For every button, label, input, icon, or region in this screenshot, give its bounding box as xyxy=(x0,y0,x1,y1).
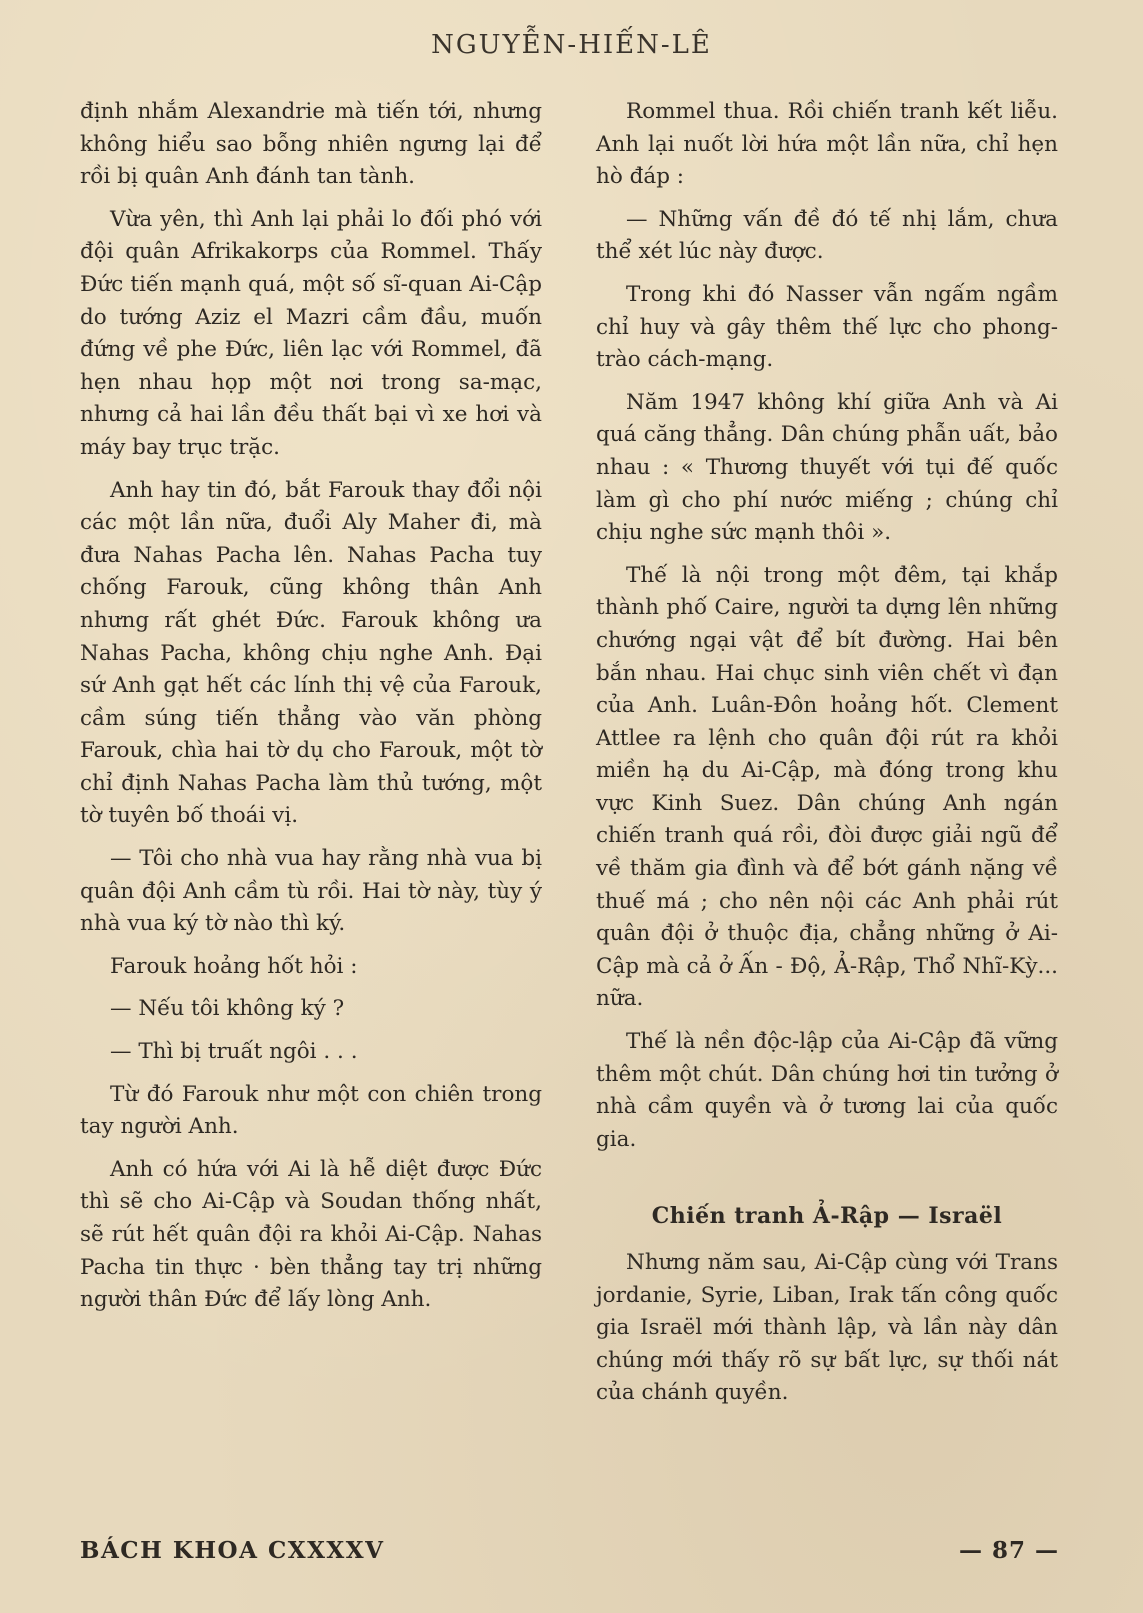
paragraph: Anh có hứa với Ai là hễ diệt được Đức thì sẽ cho Ai-Cập và Soudan thống nhất, sẽ rút hết quân đội ra khỏi Ai-Cập. Nahas Pacha tin thực · bèn thẳng tay trị những người thân Đức để lấy lòng Anh. xyxy=(80,1156,542,1313)
running-header-author: NGUYỄN-HIẾN-LÊ xyxy=(431,30,712,60)
paragraph: Nhưng năm sau, Ai-Cập cùng với Trans jordanie, Syrie, Liban, Irak tấn công quốc gia Israël mới thành lập, và lần này dân chúng mới thấy rõ sự bất lực, sự thối nát của chánh quyền. xyxy=(596,1250,1058,1406)
paragraph: Anh hay tin đó, bắt Farouk thay đổi nội các một lần nữa, đuổi Aly Maher đi, mà đưa Nahas Pacha lên. Nahas Pacha tuy chống Farouk, cũng không thân Anh nhưng rất ghét Đức. Farouk không ưa Nahas Pacha, không chịu nghe Anh. Đại sứ Anh gạt hết các lính thị vệ của Farouk, cầm súng tiến thẳng vào văn phòng Farouk, chìa hai tờ dụ cho Farouk, một tờ chỉ định Nahas Pacha làm thủ tướng, một tờ tuyên bố thoái vị. xyxy=(80,477,542,829)
left-column xyxy=(80,96,542,1327)
dialogue-line: — Nếu tôi không ký ? xyxy=(110,996,345,1022)
paragraph: Năm 1947 không khí giữa Anh và Ai quá căng thẳng. Dân chúng phẫn uất, bảo nhau : « Thương thuyết với tụi đế quốc làm gì cho phí nước miếng ; chúng chỉ chịu nghe sức mạnh thôi ». xyxy=(596,389,1058,546)
dialogue-line: — Những vấn đề đó tế nhị lắm, chưa thể xét lúc này được. xyxy=(596,206,1058,265)
paragraph: định nhắm Alexandrie mà tiến tới, nhưng không hiểu sao bỗng nhiên ngưng lại để rồi bị quân Anh đánh tan tành. xyxy=(80,99,542,190)
paragraph: Từ đó Farouk như một con chiên trong tay người Anh. xyxy=(80,1081,542,1140)
paragraph: Trong khi đó Nasser vẫn ngấm ngầm chỉ huy và gây thêm thế lực cho phong-trào cách-mạng. xyxy=(596,281,1058,373)
dialogue-line: — Thì bị truất ngôi . . . xyxy=(110,1039,358,1065)
footer-page-number: — 87 — xyxy=(958,1537,1059,1564)
dialogue-line: — Tôi cho nhà vua hay rằng nhà vua bị quân đội Anh cầm tù rồi. Hai tờ này, tùy ý nhà vua ký tờ nào thì ký. xyxy=(80,846,542,937)
paragraph: Thế là nội trong một đêm, tại khắp thành phố Caire, người ta dựng lên những chướng ngại vật để bít đường. Hai bên bắn nhau. Hai chục sinh viên chết vì đạn của Anh. Luân-Đôn hoảng hốt. Clement Attlee ra lệnh cho quân đội rút ra khỏi miền hạ du Ai-Cập, mà đóng trong khu vực Kinh Suez. Dân chúng Anh ngán chiến tranh quá rồi, đòi được giải ngũ để về thăm gia đình và để bớt gánh nặng về thuế má ; cho nên nội các Anh phải rút quân đội ở thuộc địa, chẳng những ở Ai-Cập mà cả ở Ấn - Độ, Ả-Rập, Thổ Nhĩ-Kỳ... nữa. xyxy=(596,562,1058,1012)
paragraph: Vừa yên, thì Anh lại phải lo đối phó với đội quân Afrikakorps của Rommel. Thấy Đức tiến mạnh quá, một số sĩ-quan Ai-Cập do tướng Aziz el Mazri cầm đầu, muốn đứng về phe Đức, liên lạc với Rommel, đã hẹn nhau họp một nơi trong sa-mạc, nhưng cả hai lần đều thất bại vì xe hơi và máy bay trục trặc. xyxy=(80,206,542,460)
paragraph: Thế là nền độc-lập của Ai-Cập đã vững thêm một chút. Dân chúng hơi tin tưởng ở nhà cầm quyền và ở tương lai của quốc gia. xyxy=(596,1029,1058,1152)
right-column xyxy=(596,96,1058,1420)
section-heading: Chiến tranh Ả-Rập — Israël xyxy=(651,1203,1003,1230)
footer-publication: BÁCH KHOA CXXXXV xyxy=(80,1537,385,1564)
paragraph: Rommel thua. Rồi chiến tranh kết liễu. Anh lại nuốt lời hứa một lần nữa, chỉ hẹn hò đáp : xyxy=(596,99,1058,190)
paragraph: Farouk hoảng hốt hỏi : xyxy=(110,953,358,979)
